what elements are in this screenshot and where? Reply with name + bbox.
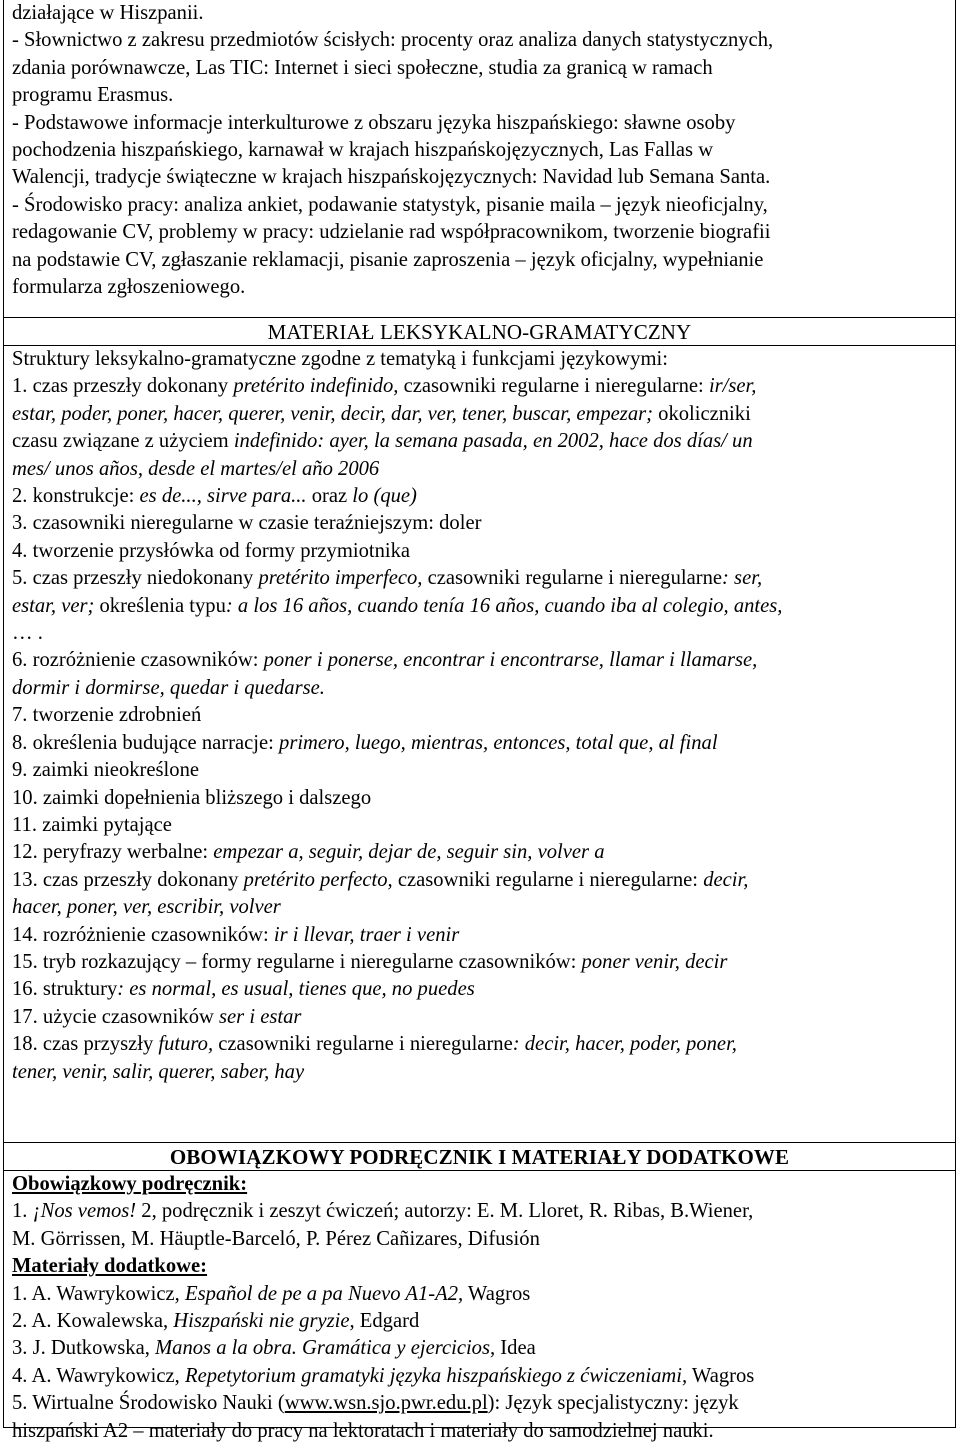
- grammar-item-6: 6. rozróżnienie czasowników: poner i ponerse, encontrar i encontrarse, llamar i llamarse,: [12, 649, 758, 672]
- grammar-item-11: 11. zaimki pytające: [12, 813, 172, 836]
- additional-material-item: 5. Wirtualne Środowisko Nauki (www.wsn.sjo.pwr.edu.pl): Język specjalistyczny: język: [12, 1392, 739, 1415]
- grammar-section-header: MATERIAŁ LEKSYKALNO-GRAMATYCZNY: [4, 318, 955, 346]
- required-textbook-item: 1. ¡Nos vemos! 2, podręcznik i zeszyt ćwiczeń; autorzy: E. M. Lloret, R. Ribas, B.Wiener,: [12, 1200, 754, 1223]
- grammar-item-5-cont: estar, ver; określenia typu: a los 16 años, cuando tenía 16 años, cuando iba al colegio, antes,: [12, 594, 783, 617]
- grammar-item-8: 8. określenia budujące narracje: primero, luego, mientras, entonces, total que, al final: [12, 731, 718, 754]
- additional-material-item: 2. A. Kowalewska, Hiszpański nie gryzie, Edgard: [12, 1310, 420, 1333]
- grammar-item-2: 2. konstrukcje: es de..., sirve para... oraz lo (que): [12, 485, 417, 508]
- grammar-item-18: 18. czas przyszły futuro, czasowniki regularne i nieregularne: decir, hacer, poder, poner,: [12, 1033, 737, 1056]
- intro-line: - Środowisko pracy: analiza ankiet, podawanie statystyk, pisanie maila – język nieoficjalny,: [12, 193, 768, 216]
- additional-material-item: 1. A. Wawrykowicz, Español de pe a pa Nuevo A1-A2, Wagros: [12, 1282, 531, 1305]
- document-page: [3, 0, 956, 1442]
- intro-line: - Podstawowe informacje interkulturowe z obszaru języka hiszpańskiego: sławne osoby: [12, 111, 736, 134]
- grammar-item-10: 10. zaimki dopełnienia bliższego i dalszego: [12, 786, 372, 809]
- intro-line: redagowanie CV, problemy w pracy: udzielanie rad współpracownikom, tworzenie biografii: [12, 221, 771, 244]
- grammar-item-6-cont: dormir i dormirse, quedar i quedarse.: [12, 676, 325, 699]
- grammar-item-5: 5. czas przeszły niedokonany pretérito imperfeco, czasowniki regularne i nieregularne: ser,: [12, 567, 763, 590]
- additional-material-item-cont: hiszpański A2 – materiały do pracy na lektoratach i materiały do samodzielnej nauki.: [12, 1419, 714, 1442]
- grammar-item-7: 7. tworzenie zdrobnień: [12, 704, 202, 727]
- intro-line: formularza zgłoszeniowego.: [12, 276, 246, 299]
- grammar-material-cell: [4, 346, 955, 1143]
- intro-line: na podstawie CV, zgłaszanie reklamacji, pisanie zaproszenia – język oficjalny, wypełnianie: [12, 248, 764, 271]
- books-section-header: OBOWIĄZKOWY PODRĘCZNIK I MATERIAŁY DODATKOWE: [4, 1143, 955, 1171]
- intro-line: Walencji, tradycje świąteczne w krajach hiszpańskojęzycznych: Navidad lub Semana Santa.: [12, 166, 771, 189]
- required-textbook-item-cont: M. Görrissen, M. Häuptle-Barceló, P. Pérez Cañizares, Difusión: [12, 1227, 540, 1250]
- additional-materials-heading: Materiały dodatkowe:: [12, 1255, 208, 1278]
- grammar-item-17: 17. użycie czasowników ser i estar: [12, 1005, 302, 1028]
- grammar-item-4: 4. tworzenie przysłówka od formy przymiotnika: [12, 539, 411, 562]
- books-cell: [4, 1171, 955, 1454]
- intro-line: zdania porównawcze, Las TIC: Internet i sieci społeczne, studia za granicą w ramach: [12, 56, 713, 79]
- grammar-item-3: 3. czasowniki nieregularne w czasie teraźniejszym: doler: [12, 512, 482, 535]
- grammar-item-18-cont: tener, venir, salir, querer, saber, hay: [12, 1060, 305, 1083]
- grammar-item-5-cont: … .: [12, 622, 43, 645]
- grammar-item-1: 1. czas przeszły dokonany pretérito indefinido, czasowniki regularne i nieregularne: ir/ser,: [12, 375, 757, 398]
- intro-line: - Słownictwo z zakresu przedmiotów ścisłych: procenty oraz analiza danych statystycznych,: [12, 29, 774, 52]
- grammar-intro: Struktury leksykalno-gramatyczne zgodne z tematyką i funkcjami językowymi:: [12, 348, 668, 370]
- grammar-item-13-cont: hacer, poner, ver, escribir, volver: [12, 896, 281, 919]
- grammar-item-16: 16. struktury: es normal, es usual, tienes que, no puedes: [12, 978, 475, 1001]
- additional-material-item: 4. A. Wawrykowicz, Repetytorium gramatyki języka hiszpańskiego z ćwiczeniami, Wagros: [12, 1364, 755, 1387]
- grammar-item-1-cont: mes/ unos años, desde el martes/el año 2006: [12, 457, 380, 480]
- required-textbook-heading: Obowiązkowy podręcznik:: [12, 1173, 248, 1195]
- intro-line: działające w Hiszpanii.: [12, 2, 204, 24]
- additional-material-item: 3. J. Dutkowska, Manos a la obra. Gramática y ejercicios, Idea: [12, 1337, 536, 1360]
- intro-line: pochodzenia hiszpańskiego, karnawał w krajach hiszpańskojęzycznych, Las Fallas w: [12, 139, 714, 162]
- wsn-link[interactable]: www.wsn.sjo.pwr.edu.pl: [284, 1392, 488, 1415]
- grammar-item-12: 12. peryfrazy werbalne: empezar a, seguir, dejar de, seguir sin, volver a: [12, 841, 605, 864]
- grammar-item-1-cont: czasu związane z użyciem indefinido: ayer, la semana pasada, en 2002, hace dos días/ un: [12, 430, 753, 453]
- grammar-item-9: 9. zaimki nieokreślone: [12, 759, 200, 782]
- intro-line: programu Erasmus.: [12, 84, 174, 107]
- content-intro-cell: [4, 0, 955, 318]
- grammar-item-14: 14. rozróżnienie czasowników: ir i llevar, traer i venir: [12, 923, 460, 946]
- grammar-item-13: 13. czas przeszły dokonany pretérito perfecto, czasowniki regularne i nieregularne: decir,: [12, 868, 749, 891]
- grammar-item-15: 15. tryb rozkazujący – formy regularne i nieregularne czasowników: poner venir, decir: [12, 950, 728, 973]
- grammar-item-1-cont: estar, poder, poner, hacer, querer, venir, decir, dar, ver, tener, buscar, empezar; okoliczniki: [12, 402, 751, 425]
